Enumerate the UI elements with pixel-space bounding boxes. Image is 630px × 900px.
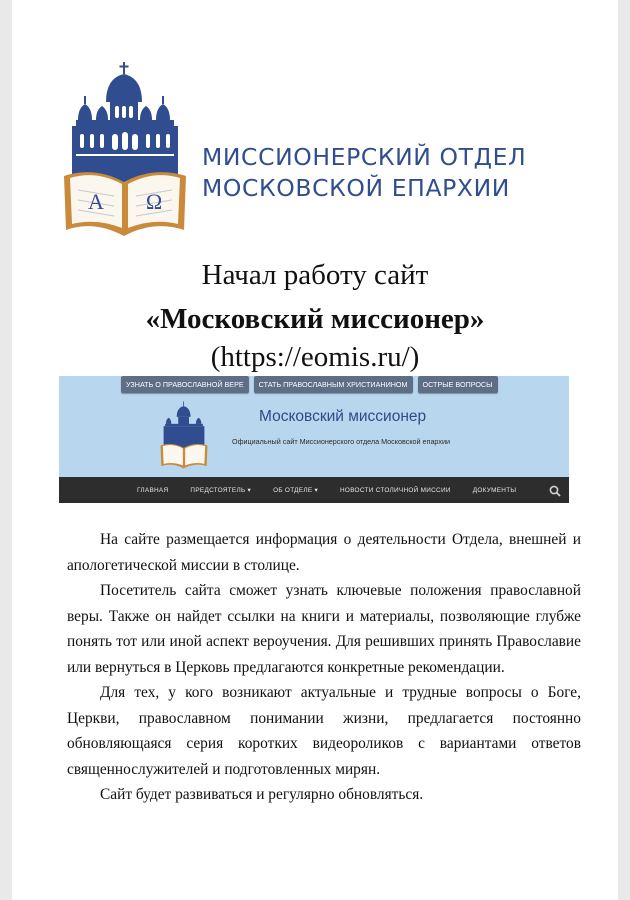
site-subtitle: Официальный сайт Миссионерского отдела Московской епархии (232, 437, 450, 446)
paragraph-3: Для тех, у кого возникают актуальные и трудные вопросы о Боге, Церкви, православном понимании жизни, предлагается постоянно обновляющаяся серия коротких видеороликов с вариантами ответов священнослужителей и подготовленных мирян. (67, 684, 581, 778)
top-nav-item-become-christian: СТАТЬ ПРАВОСЛАВНЫМ ХРИСТИАНИНОМ (254, 376, 413, 393)
headline-site-name: «Московский миссионер» (145, 303, 485, 335)
top-nav-item-hard-questions: ОСТРЫЕ ВОПРОСЫ (418, 376, 498, 393)
main-nav-home: ГЛАВНАЯ (137, 486, 169, 494)
site-logo (159, 400, 209, 470)
article-body (67, 527, 581, 808)
omega-letter: Ω (145, 189, 163, 214)
org-title-line2: МОСКОВСКОЙ ЕПАРХИИ (202, 174, 510, 202)
site-top-nav (121, 376, 498, 393)
main-nav-documents: ДОКУМЕНТЫ (472, 486, 517, 494)
site-title: Московский миссионер (259, 408, 427, 425)
headline-line1: Начал работу сайт (201, 259, 429, 291)
alpha-letter: A (88, 189, 104, 214)
search-icon (549, 484, 561, 496)
cathedral-book-logo (60, 58, 190, 240)
site-main-nav (59, 477, 569, 503)
org-title-line1: МИССИОНЕРСКИЙ ОТДЕЛ (202, 143, 527, 171)
headline-url: (https://eomis.ru/) (210, 341, 420, 373)
main-nav-news: НОВОСТИ СТОЛИЧНОЙ МИССИИ (340, 486, 451, 494)
main-nav-primate: ПРЕДСТОЯТЕЛЬ ▾ (190, 487, 252, 494)
paragraph-2: Посетитель сайта сможет узнать ключевые положения православной веры. Также он найдет ссылки на книги и материалы, позволяющие глубже понять тот или иной аспект вероучения. Для решивших принять Православие или вернуться в Церковь предлагаются конкретные рекомендации. (67, 582, 581, 676)
paragraph-4: Сайт будет развиваться и регулярно обновляться. (100, 786, 424, 803)
top-nav-item-faith: УЗНАТЬ О ПРАВОСЛАВНОЙ ВЕРЕ (121, 376, 249, 393)
website-screenshot (59, 376, 569, 503)
org-title (202, 142, 582, 204)
paragraph-1: На сайте размещается информация о деятельности Отдела, внешней и апологетической миссии в столице. (67, 531, 581, 574)
document-page (12, 0, 618, 900)
main-nav-about: ОБ ОТДЕЛЕ ▾ (273, 487, 319, 494)
